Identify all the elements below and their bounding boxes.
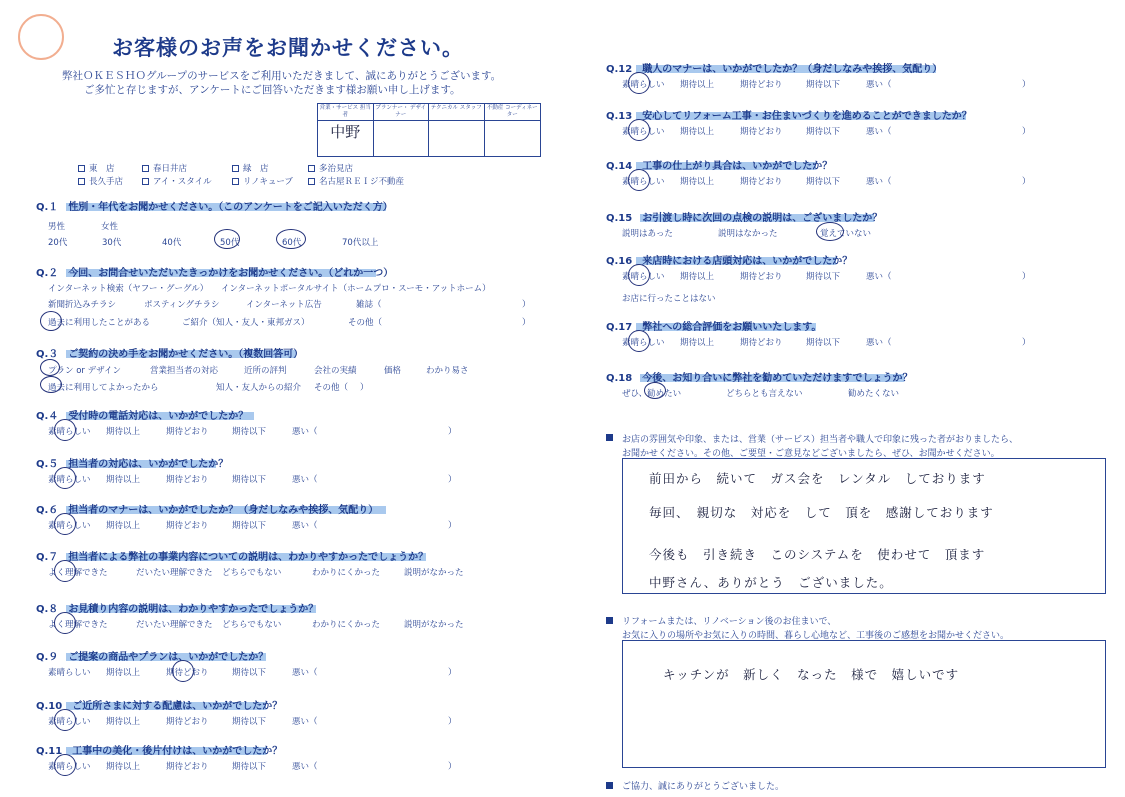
staff-header-planner: プランナー・ デザイナー: [374, 104, 430, 121]
q16-extra-option[interactable]: お店に行ったことはない: [622, 294, 716, 304]
option-male[interactable]: 男性: [48, 222, 66, 232]
selection-circle: [40, 359, 60, 376]
option-rating-0[interactable]: 素晴らしい: [48, 717, 91, 727]
option-rating-0[interactable]: 素晴らしい: [48, 521, 91, 531]
option-40s[interactable]: 40代: [162, 238, 182, 248]
option-rating-4[interactable]: 悪い（: [866, 80, 892, 90]
selection-circle: [54, 560, 76, 582]
option-explained[interactable]: 説明はあった: [622, 229, 673, 239]
checkbox[interactable]: [308, 165, 315, 172]
q5-question: Q.５ 担当者の対応は、いかがでしたか？: [36, 459, 229, 470]
option-not-recommend[interactable]: 勧めたくない: [848, 389, 900, 399]
option-rating-0[interactable]: 素晴らしい: [622, 272, 665, 282]
option-rating-0[interactable]: 素晴らしい: [48, 427, 91, 437]
staff-technical-cell[interactable]: [429, 121, 485, 156]
staff-header-sales: 営業・サービス 担当者: [318, 104, 374, 121]
option-rating-5: ）: [1022, 338, 1031, 348]
reform-heading-2: お気に入りの場所やお気に入りの時間、暮らし心地など、工事後のご感想をお聞かせください。: [622, 631, 1010, 641]
comment-line: 前田から 続いて ガス会を レンタル しております: [649, 471, 986, 486]
option-rating-2[interactable]: 期待どおり: [166, 668, 209, 678]
reform-comment-box[interactable]: [622, 640, 1106, 768]
checkbox[interactable]: [232, 165, 239, 172]
option-rating-1[interactable]: 期待以上: [680, 338, 715, 348]
option-rating-3[interactable]: 期待以下: [232, 668, 267, 678]
q8-question: Q.８ お見積り内容の説明は、わかりやすかったでしょうか？: [36, 604, 319, 615]
option-rating-5: ）: [448, 668, 457, 678]
comment-line: 毎回、 親切な 対応を して 頂を 感謝しております: [649, 505, 994, 520]
option-understand-3[interactable]: わかりにくかった: [312, 568, 381, 578]
strike-circle: [276, 229, 306, 249]
q2-line-1: [48, 282, 491, 294]
option-rating-2[interactable]: 期待どおり: [740, 127, 783, 137]
store-option[interactable]: アイ・スタイル: [142, 175, 232, 187]
option-neutral[interactable]: どちらとも言えない: [726, 389, 803, 399]
option-rating-1[interactable]: 期待以上: [106, 475, 141, 485]
q1-gender: [48, 220, 118, 232]
option-price[interactable]: 価格: [384, 366, 402, 376]
selection-circle: [54, 419, 76, 441]
option-rating-2[interactable]: 期待どおり: [740, 338, 783, 348]
selection-circle: [214, 229, 240, 249]
option-sales-staff[interactable]: 営業担当者の対応: [150, 366, 219, 376]
option-posting-flyer[interactable]: ポスティングチラシ: [144, 300, 220, 310]
option-understand-2[interactable]: どちらでもない: [222, 568, 282, 578]
staff-sales-name[interactable]: 中野: [318, 121, 374, 156]
option-plan-design[interactable]: プラン or デザイン: [48, 366, 122, 376]
q4-question: Q.４ 受付時の電話対応は、いかがでしたか？: [36, 411, 249, 422]
option-past-good[interactable]: 過去に利用してよかったから: [48, 383, 159, 393]
option-rating-1[interactable]: 期待以上: [680, 272, 715, 282]
option-rating-0[interactable]: 素晴らしい: [48, 762, 91, 772]
q11-question: Q.11 工事中の美化・後片付けは、いかがでしたか？: [36, 746, 283, 757]
option-rating-5: ）: [448, 717, 457, 727]
option-rating-2[interactable]: 期待どおり: [166, 475, 209, 485]
store-option[interactable]: 名古屋ＲＥＩジ不動産: [308, 177, 404, 187]
option-understand-2[interactable]: どちらでもない: [222, 620, 282, 630]
q7-question: Q.７ 担当者による弊社の事業内容についての説明は、わかりやすかったでしょうか？: [36, 552, 429, 563]
section-marker-icon: [606, 617, 613, 624]
store-option[interactable]: 春日井店: [142, 162, 232, 174]
option-portal-site[interactable]: インターネットポータルサイト（ホームプロ・スーモ・アットホーム）: [221, 284, 491, 294]
option-rating-2[interactable]: 期待どおり: [166, 717, 209, 727]
option-other[interactable]: その他（: [348, 318, 383, 328]
option-rating-4[interactable]: 悪い（: [292, 668, 318, 678]
option-rating-4[interactable]: 悪い（: [866, 127, 892, 137]
comments-heading-2: お聞かせください。その他、ご要望・ご意見などございましたら、ぜひ、お聞かせください。: [622, 449, 1000, 459]
option-rating-3[interactable]: 期待以下: [232, 762, 267, 772]
checkbox[interactable]: [142, 178, 149, 185]
option-rating-2[interactable]: 期待どおり: [740, 272, 783, 282]
checkbox[interactable]: [308, 178, 315, 185]
option-rating-4[interactable]: 悪い（: [292, 475, 318, 485]
selection-circle: [54, 709, 76, 731]
option-rating-3[interactable]: 期待以下: [232, 521, 267, 531]
option-rating-1[interactable]: 期待以上: [680, 177, 715, 187]
q2-question: Q.２ 今回、お問合せいただいたきっかけをお聞かせください。（どれか一つ）: [36, 268, 394, 279]
q6-question: Q.６ 担当者のマナーは、いかがでしたか？（身だしなみや挨拶、気配り）: [36, 505, 379, 516]
q3-question: Q.３ ご契約の決め手をお聞かせください。（複数回答可）: [36, 349, 304, 360]
staff-header-technical: テクニカル スタッフ: [429, 104, 485, 121]
option-rating-1[interactable]: 期待以上: [680, 127, 715, 137]
option-rating-3[interactable]: 期待以下: [806, 80, 841, 90]
comment-line: 中野さん、ありがとう ございました。: [649, 575, 893, 590]
option-rating-1[interactable]: 期待以上: [106, 717, 141, 727]
option-rating-0[interactable]: 素晴らしい: [622, 177, 665, 187]
option-understand-0[interactable]: よく理解できた: [48, 568, 108, 578]
option-reputation[interactable]: 近所の評判: [244, 366, 287, 376]
option-clarity[interactable]: わかり易さ: [426, 366, 469, 376]
store-option[interactable]: 多治見店: [308, 164, 353, 174]
staff-table: [317, 103, 541, 157]
option-rating-1[interactable]: 期待以上: [106, 762, 141, 772]
option-rating-5: ）: [1022, 127, 1031, 137]
store-option[interactable]: リノキューブ: [232, 175, 308, 187]
store-option[interactable]: 長久手店: [78, 175, 142, 187]
option-rating-0[interactable]: 素晴らしい: [622, 127, 665, 137]
page-title: お客様のお声をお聞かせください。: [112, 36, 464, 60]
checkbox[interactable]: [78, 165, 85, 172]
checkbox[interactable]: [78, 178, 85, 185]
option-internet-ad[interactable]: インターネット広告: [246, 300, 322, 310]
option-rating-4[interactable]: 悪い（: [866, 272, 892, 282]
option-rating-5: ）: [448, 762, 457, 772]
option-understand-0[interactable]: よく理解できた: [48, 620, 108, 630]
option-50s[interactable]: 50代: [220, 238, 240, 248]
selection-circle: [628, 264, 650, 286]
option-recommend[interactable]: ぜひ、勧めたい: [622, 389, 682, 399]
option-rating-3[interactable]: 期待以下: [232, 427, 267, 437]
option-rating-2[interactable]: 期待どおり: [166, 427, 209, 437]
selection-circle: [644, 382, 666, 399]
option-understand-4[interactable]: 説明がなかった: [404, 620, 464, 630]
option-understand-4[interactable]: 説明がなかった: [404, 568, 464, 578]
selection-circle: [54, 754, 76, 776]
selection-circle: [816, 222, 844, 241]
option-magazine[interactable]: 雑誌（: [356, 300, 382, 310]
option-company-record[interactable]: 会社の実績: [314, 366, 357, 376]
option-past-use[interactable]: 過去に利用したことがある: [48, 318, 151, 328]
q16-question: Q.16 来店時における店頭対応は、いかがでしたか？: [606, 256, 853, 267]
staff-realestate-cell[interactable]: [485, 121, 541, 156]
option-other[interactable]: その他（: [314, 383, 349, 393]
option-rating-1[interactable]: 期待以上: [106, 668, 141, 678]
selection-circle: [172, 660, 194, 682]
option-rating-5: ）: [1022, 272, 1031, 282]
comments-box[interactable]: [622, 458, 1106, 594]
option-60s[interactable]: 60代: [282, 238, 302, 248]
option-understand-1[interactable]: だいたい理解できた: [136, 620, 213, 630]
option-rating-2[interactable]: 期待どおり: [740, 177, 783, 187]
q10-question: Q.10 ご近所さまに対する配慮は、いかがでしたか？: [36, 701, 283, 712]
option-rating-0[interactable]: 素晴らしい: [48, 475, 91, 485]
selection-circle: [40, 311, 62, 331]
option-understand-1[interactable]: だいたい理解できた: [136, 568, 213, 578]
staff-planner-cell[interactable]: [374, 121, 430, 156]
checkbox[interactable]: [232, 178, 239, 185]
company-seal-stamp: [18, 14, 64, 60]
store-option[interactable]: 緑 店: [232, 162, 308, 174]
q1-question: Q.１ 性別・年代をお聞かせください。（このアンケートをご記入いただく方）: [36, 202, 393, 213]
option-dont-remember[interactable]: 覚えていない: [820, 229, 872, 239]
option-rating-4[interactable]: 悪い（: [292, 717, 318, 727]
option-rating-3[interactable]: 期待以下: [806, 338, 841, 348]
option-rating-2[interactable]: 期待どおり: [166, 521, 209, 531]
section-marker-icon: [606, 434, 613, 441]
option-rating-0[interactable]: 素晴らしい: [622, 80, 665, 90]
option-20s[interactable]: 20代: [48, 238, 68, 248]
selection-circle: [54, 513, 76, 535]
selection-circle: [54, 612, 76, 634]
option-rating-3[interactable]: 期待以下: [806, 127, 841, 137]
selection-circle: [628, 169, 650, 191]
q15-question: Q.15 お引渡し時に次回の点検の説明は、ございましたか？: [606, 213, 883, 224]
q13-question: Q.13 安心してリフォーム工事・お住まいづくりを進めることができましたか？: [606, 111, 972, 122]
option-rating-0[interactable]: 素晴らしい: [622, 338, 665, 348]
option-rating-5: ）: [1022, 177, 1031, 187]
selection-circle: [628, 119, 650, 141]
store-option[interactable]: 東 店: [78, 162, 142, 174]
option-rating-4[interactable]: 悪い（: [292, 521, 318, 531]
checkbox[interactable]: [142, 165, 149, 172]
staff-header-realestate: 不動産 コーディネーター: [485, 104, 541, 121]
section-marker-icon: [606, 782, 613, 789]
option-friend-referral[interactable]: 知人・友人からの紹介: [216, 383, 302, 393]
option-rating-0[interactable]: 素晴らしい: [48, 668, 91, 678]
option-70s-plus[interactable]: 70代以上: [342, 238, 379, 248]
comment-line: 今後も 引き続き このシステムを 使わせて 頂ます: [649, 547, 986, 562]
reform-heading-1: リフォームまたは、リノベーション後のお住まいで、: [622, 617, 837, 627]
option-rating-2[interactable]: 期待どおり: [166, 762, 209, 772]
option-internet-search[interactable]: インターネット検索（ヤフー・グーグル）: [48, 284, 204, 294]
option-newspaper-flyer[interactable]: 新聞折込みチラシ: [48, 300, 117, 310]
option-rating-3[interactable]: 期待以下: [806, 272, 841, 282]
option-referral[interactable]: ご紹介（知人・友人・東邦ガス）: [182, 318, 310, 328]
option-rating-4[interactable]: 悪い（: [866, 177, 892, 187]
selection-circle: [40, 376, 62, 393]
reform-comment: キッチンが 新しく なった 様で 嬉しいです: [663, 667, 960, 682]
q18-question: Q.18 今後、お知り合いに弊社を勧めていただけますでしょうか？: [606, 373, 913, 384]
option-rating-1[interactable]: 期待以上: [680, 80, 715, 90]
store-row-2: [78, 175, 404, 187]
option-rating-3[interactable]: 期待以下: [806, 177, 841, 187]
option-rating-4[interactable]: 悪い（: [866, 338, 892, 348]
q14-question: Q.14 工事の仕上がり具合は、いかがでしたか？: [606, 161, 833, 172]
q12-question: Q.12 職人のマナーは、いかがでしたか？（身だしなみや挨拶、気配り）: [606, 64, 943, 75]
intro-line-2: ご多忙と存じますが、アンケートにご回答いただきます様お願い申し上げます。: [84, 84, 461, 96]
option-female[interactable]: 女性: [101, 222, 119, 232]
option-rating-1[interactable]: 期待以上: [106, 521, 141, 531]
option-30s[interactable]: 30代: [102, 238, 122, 248]
footer-thanks: ご協力、誠にありがとうございました。: [622, 782, 785, 792]
q17-question: Q.17 弊社への総合評価をお願いいたします。: [606, 322, 822, 333]
option-rating-5: ）: [1022, 80, 1031, 90]
option-rating-5: ）: [448, 427, 457, 437]
option-not-explained[interactable]: 説明はなかった: [718, 229, 778, 239]
option-rating-5: ）: [448, 475, 457, 485]
option-rating-3[interactable]: 期待以下: [232, 475, 267, 485]
comments-heading-1: お店の雰囲気や印象、または、営業（サービス）担当者や職人で印象に残った者がおりましたら、: [622, 435, 1019, 445]
selection-circle: [54, 467, 76, 489]
intro-line-1: 弊社ＯＫＥＳＨＯグループのサービスをご利用いただきまして、誠にありがとうございます。: [62, 70, 502, 82]
option-understand-3[interactable]: わかりにくかった: [312, 620, 381, 630]
q9-question: Q.９ ご提案の商品やプランは、いかがでしたか？: [36, 652, 269, 663]
selection-circle: [628, 330, 650, 352]
option-rating-3[interactable]: 期待以下: [232, 717, 267, 727]
selection-circle: [628, 72, 650, 94]
option-rating-5: ）: [448, 521, 457, 531]
option-rating-4[interactable]: 悪い（: [292, 427, 318, 437]
option-rating-2[interactable]: 期待どおり: [740, 80, 783, 90]
store-row-1: [78, 162, 353, 174]
option-rating-1[interactable]: 期待以上: [106, 427, 141, 437]
option-rating-4[interactable]: 悪い（: [292, 762, 318, 772]
